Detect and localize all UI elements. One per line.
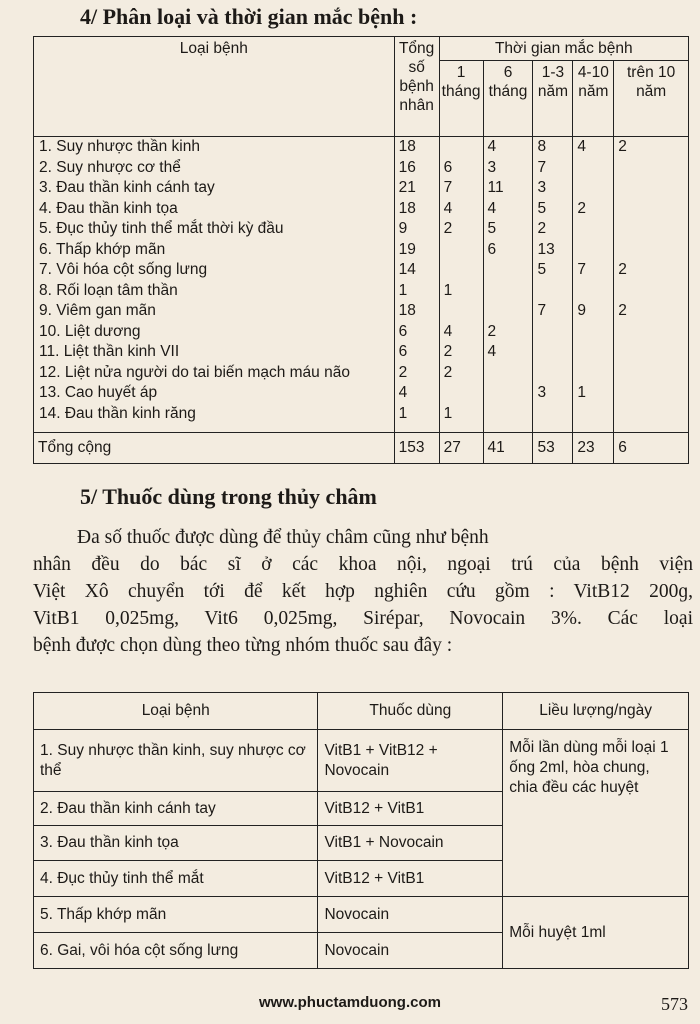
table-value: 16 xyxy=(398,158,416,176)
table-value xyxy=(444,383,479,404)
drug-cell: Novocain xyxy=(318,897,503,933)
table-value: 1 xyxy=(443,281,453,299)
sum-6-months: 41 xyxy=(483,433,533,464)
sum-1-month: 27 xyxy=(439,433,483,464)
table-value: 5 xyxy=(537,261,547,278)
paragraph-line: Đa số thuốc được dùng để thủy châm cũng như bệnh xyxy=(77,527,489,548)
drug-cell: Novocain xyxy=(318,933,503,969)
table-value: 1 xyxy=(398,281,408,299)
section-4-heading: 4/ Phân loại và thời gian mắc bệnh : xyxy=(80,4,418,29)
table-value xyxy=(618,281,684,302)
col-header-4-10-years: 4-10 năm xyxy=(573,61,614,137)
six-months-cell xyxy=(483,137,533,433)
disease-duration-table xyxy=(33,36,689,464)
table-value xyxy=(488,363,529,384)
sum-total: 153 xyxy=(394,433,439,464)
table-row xyxy=(34,730,689,792)
disease-name: 1. Suy nhược thần kinh xyxy=(39,138,200,155)
disease-name: 9. Viêm gan mãn xyxy=(39,302,156,319)
dose-cell: Mỗi lần dùng mỗi loại 1 ống 2ml, hòa chung, chia đều các huyệt xyxy=(503,730,689,897)
table-value: 2 xyxy=(577,199,586,217)
table-value xyxy=(577,342,609,363)
col-header-disease: Loại bệnh xyxy=(34,693,318,730)
sum-label: Tổng cộng xyxy=(34,433,395,464)
disease-names-cell xyxy=(34,137,395,433)
table-value xyxy=(618,363,684,384)
table-value xyxy=(618,240,684,261)
disease-name: 8. Rối loạn tâm thần xyxy=(39,281,178,299)
disease-name: 12. Liệt nửa người do tai biến mạch máu não xyxy=(39,363,350,381)
table-value: 2 xyxy=(618,302,627,319)
table-value: 2 xyxy=(537,220,547,237)
table-value xyxy=(577,404,609,425)
table-value: 1 xyxy=(443,404,453,422)
sum-4-10-years: 23 xyxy=(573,433,614,464)
disease-name: 13. Cao huyết áp xyxy=(39,384,158,401)
table-value: 2 xyxy=(443,343,453,360)
over-ten-years-cell xyxy=(614,137,689,433)
table-value xyxy=(618,383,684,404)
table-value: 3 xyxy=(537,384,547,401)
table-value: 13 xyxy=(537,240,555,258)
col-header-disease: Loại bệnh xyxy=(34,37,395,137)
table-value: 5 xyxy=(537,199,547,217)
table-value xyxy=(618,322,684,343)
table-row xyxy=(34,897,689,933)
table-value: 9 xyxy=(577,302,586,319)
table-value: 4 xyxy=(577,138,586,155)
table-value xyxy=(577,322,609,343)
table-value xyxy=(618,342,684,363)
paragraph-line: nhân đều do bác sĩ ở các khoa nội, ngoại trú của bệnh viện xyxy=(33,554,693,575)
disease-name: 10. Liệt dương xyxy=(39,322,141,340)
table-value: 4 xyxy=(398,384,408,401)
disease-name: 2. Suy nhược cơ thể xyxy=(39,158,181,176)
table-value: 2 xyxy=(618,138,627,155)
sum-1-3-years: 53 xyxy=(533,433,573,464)
table-value: 2 xyxy=(443,220,453,237)
disease-name: 6. Thấp khớp mãn xyxy=(39,240,166,258)
table-value xyxy=(618,199,684,220)
table-value: 4 xyxy=(487,343,497,360)
one-month-cell xyxy=(439,137,483,433)
disease-name: 4. Đau thần kinh tọa xyxy=(39,199,178,217)
table-value xyxy=(577,281,609,302)
col-header-1-month: 1 tháng xyxy=(439,61,483,137)
drug-cell: VitB12 + VitB1 xyxy=(318,861,503,897)
table-value xyxy=(444,260,479,281)
table-value xyxy=(537,363,568,384)
table-value: 2 xyxy=(398,363,408,381)
table-value xyxy=(444,137,479,158)
table-value: 1 xyxy=(398,404,408,422)
table-value: 1 xyxy=(577,384,586,401)
table-value xyxy=(577,363,609,384)
table-value: 7 xyxy=(577,261,586,278)
table-value xyxy=(488,404,529,425)
table-value xyxy=(618,219,684,240)
table-value: 4 xyxy=(487,199,497,217)
col-header-drug: Thuốc dùng xyxy=(318,693,503,730)
disease-name: 11. Liệt thần kinh VII xyxy=(39,343,180,360)
table-value: 3 xyxy=(537,179,547,196)
col-header-6-months: 6 tháng xyxy=(483,61,533,137)
table-value: 6 xyxy=(443,158,453,176)
table-value: 4 xyxy=(487,138,497,155)
table-value: 19 xyxy=(398,240,416,258)
disease-cell: 4. Đục thủy tinh thể mắt xyxy=(34,861,318,897)
drug-cell: VitB1 + VitB12 + Novocain xyxy=(318,730,503,792)
page-number: 573 xyxy=(661,994,688,1014)
col-header-1-3-years: 1-3 năm xyxy=(533,61,573,137)
table-value xyxy=(488,383,529,404)
table-value xyxy=(488,301,529,322)
one-three-years-cell xyxy=(533,137,573,433)
table-value xyxy=(537,404,568,425)
table-value xyxy=(488,281,529,302)
col-header-over-10-years: trên 10 năm xyxy=(614,61,689,137)
disease-cell: 5. Thấp khớp mãn xyxy=(34,897,318,933)
drug-table xyxy=(33,692,689,969)
table-value xyxy=(618,178,684,199)
col-header-time: Thời gian mắc bệnh xyxy=(439,37,688,61)
table-value xyxy=(577,158,609,179)
table-value: 7 xyxy=(537,158,547,176)
table-value: 2 xyxy=(618,261,627,278)
table-value: 6 xyxy=(487,240,497,258)
table-value: 8 xyxy=(537,138,547,155)
table-value: 18 xyxy=(398,199,416,217)
table-value xyxy=(537,281,568,302)
table-value xyxy=(537,342,568,363)
sum-over-10-years: 6 xyxy=(614,433,689,464)
disease-cell: 6. Gai, vôi hóa cột sống lưng xyxy=(34,933,318,969)
table-value: 9 xyxy=(398,220,408,237)
table-value: 18 xyxy=(398,138,416,155)
table-value: 18 xyxy=(398,302,416,319)
table-value: 3 xyxy=(487,158,497,176)
table-value: 2 xyxy=(443,363,453,381)
table-value: 21 xyxy=(398,179,416,196)
table-value: 11 xyxy=(487,179,504,196)
paragraph-line: bệnh được chọn dùng theo từng nhóm thuốc sau đây : xyxy=(33,635,453,656)
table-value xyxy=(577,219,609,240)
disease-name: 14. Đau thần kinh răng xyxy=(39,404,196,422)
table-value: 7 xyxy=(537,302,547,319)
table-value xyxy=(618,158,684,179)
drug-cell: VitB1 + Novocain xyxy=(318,826,503,861)
table-value: 4 xyxy=(443,322,453,340)
table-value: 14 xyxy=(398,261,416,278)
table-value: 2 xyxy=(487,322,497,340)
table-value: 5 xyxy=(487,220,497,237)
disease-name: 7. Vôi hóa cột sống lưng xyxy=(39,261,208,278)
table-value: 6 xyxy=(398,343,408,360)
paragraph-line: Việt Xô chuyển tới để kết hợp nghiên cứu gồm : VitB12 200ɡ, xyxy=(33,581,693,602)
table-value xyxy=(577,178,609,199)
four-ten-years-cell xyxy=(573,137,614,433)
table-value xyxy=(444,301,479,322)
table-value xyxy=(444,240,479,261)
table-value xyxy=(488,260,529,281)
table-value: 6 xyxy=(398,322,408,340)
drug-cell: VitB12 + VitB1 xyxy=(318,792,503,826)
section-5-heading: 5/ Thuốc dùng trong thủy châm xyxy=(80,484,377,509)
table-value xyxy=(537,322,568,343)
disease-cell: 2. Đau thần kinh cánh tay xyxy=(34,792,318,826)
dose-cell: Mỗi huyệt 1ml xyxy=(503,897,689,969)
paragraph-line: VitB1 0,025mg, Vit6 0,025mg, Sirépar, Novocain 3%. Các loại xyxy=(33,608,693,629)
disease-cell: 1. Suy nhược thần kinh, suy nhược cơ thể xyxy=(34,730,318,792)
disease-name: 5. Đục thủy tinh thể mắt thời kỳ đầu xyxy=(39,220,284,237)
col-header-total: Tổng số bệnh nhân xyxy=(394,37,439,137)
footer-url: www.phuctamduong.com xyxy=(259,994,441,1011)
col-header-dose: Liều lượng/ngày xyxy=(503,693,689,730)
disease-name: 3. Đau thần kinh cánh tay xyxy=(39,179,215,196)
table-value xyxy=(577,240,609,261)
table-value: 4 xyxy=(443,199,453,217)
disease-cell: 3. Đau thần kinh tọa xyxy=(34,826,318,861)
table-value xyxy=(618,404,684,425)
table-value: 7 xyxy=(443,179,453,196)
totals-cell xyxy=(394,137,439,433)
